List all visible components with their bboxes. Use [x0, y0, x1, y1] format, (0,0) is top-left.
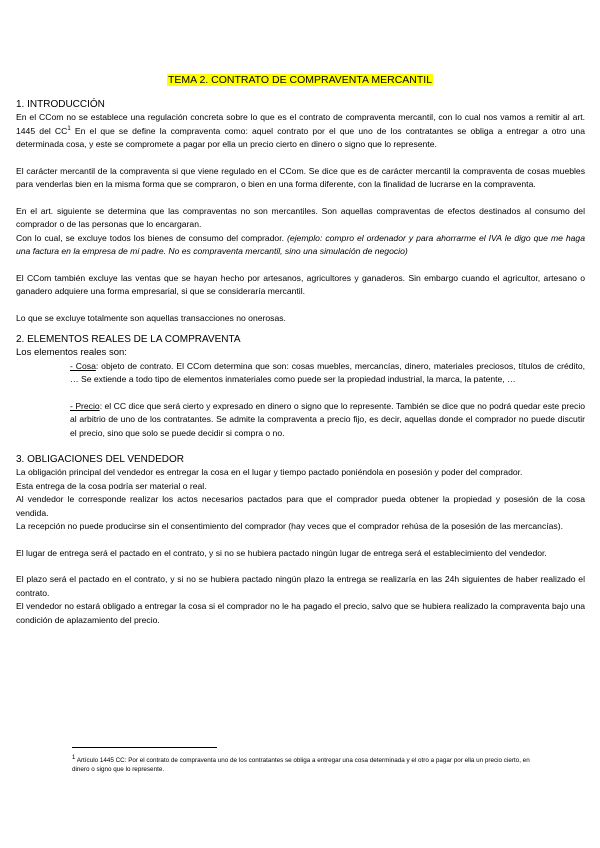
- s3-paragraph-7: El vendedor no estará obligado a entregar la cosa si el comprador no le ha pagado el precio, salvo que se hubiera realizado la compraventa bajo una condición de aplazamiento del precio.: [16, 601, 585, 625]
- s1-paragraph-4: [16, 232, 585, 259]
- s3-paragraph-6: El plazo será el pactado en el contrato, y si no se hubiera pactado ningún plazo la entrega se realizaría en las 24h siguientes de haber realizado el contrato.: [16, 574, 585, 598]
- s2-cosa-text: : objeto de contrato. El CCom determina que son: cosas muebles, mercancías, dinero, materiales preciosos, títulos de crédito, … Se extiende a todo tipo de elementos inmateriales como puede ser la propiedad industrial, la marca, la patente, …: [70, 360, 586, 384]
- footnote: [72, 756, 532, 774]
- s2-intro: Los elementos reales son:: [16, 347, 127, 358]
- s1-p1-text-b: En el que se define la compraventa como: aquel contrato por el que uno de los contratantes se obliga a entregar a otro una determinada cosa, y este se compromete a pagar por ella un precio cierto en dinero o signo que lo represente.: [16, 125, 585, 149]
- s1-paragraph-3: En el art. siguiente se determina que las compraventas no son mercantiles. Son aquellas compraventas de efectos destinados al consumo del comprador o de las personas que lo encargaran.: [16, 205, 585, 229]
- s2-cosa-label: - Cosa: [70, 360, 96, 371]
- s3-paragraph-2: Esta entrega de la cosa podría ser material o real.: [16, 480, 207, 491]
- s1-paragraph-6: Lo que se excluye totalmente son aquellas transacciones no onerosas.: [16, 312, 286, 323]
- title-container: [0, 70, 600, 88]
- document-body: [16, 98, 585, 627]
- s2-item-precio: [70, 400, 585, 441]
- footnote-number: 1: [72, 754, 76, 761]
- footnote-text: Artículo 1445 CC: Por el contrato de compraventa uno de los contratantes se obliga a entregar una cosa determinada y el otro a pagar por ella un precio cierto, en dinero o signo que lo represente.: [72, 757, 530, 773]
- s3-paragraph-4: La recepción no puede producirse sin el consentimiento del comprador (hay veces que el comprador rehúsa de la posesión de las mercancías).: [16, 521, 563, 531]
- footnote-separator: [72, 747, 217, 748]
- s2-precio-text: : el CC dice que será cierto y expresado en dinero o signo que lo represente. También se dice que no podrá quedar este precio al arbitrio de uno de los contratantes. Se admite la compraventa a precio fijo, es decir, aquellas donde el comprador no puede discutir el precio, sino que solo se puede decidir si compra o no.: [70, 400, 586, 438]
- footnote-reference: 1: [67, 125, 71, 132]
- s3-paragraph-5: El lugar de entrega será el pactado en el contrato, y si no se hubiera pactado ningún lugar de entrega será el establecimiento del vendedor.: [16, 547, 547, 558]
- s1-p4-example: (ejemplo: compro el ordenador y para ahorrarme el IVA le digo que me haga una factura en la empresa de mi padre. No es compraventa mercantil, sino una simulación de negocio): [16, 232, 585, 256]
- section-1-heading: 1. INTRODUCCIÓN: [16, 99, 105, 110]
- s1-paragraph-5: El CCom también excluye las ventas que se hayan hecho por artesanos, agricultores y ganaderos. Sin embargo cuando el agricultor, artesano o ganadero adquiere una forma empresarial, si que se consideraría mercantil.: [16, 272, 585, 296]
- s2-precio-label: - Precio: [70, 400, 100, 411]
- s3-paragraph-1: La obligación principal del vendedor es entregar la cosa en el lugar y tiempo pactado poniéndola en posesión y poder del comprador.: [16, 467, 523, 477]
- s1-p1-text-a: En el CCom no se establece una regulación concreta sobre lo que es el contrato de compraventa mercantil, con lo cual nos vamos a remitir al art. 1445 del CC: [16, 112, 585, 136]
- s3-paragraph-3: Al vendedor le corresponde realizar los actos necesarios pactados para que el comprador pueda obtener la propiedad y posesión de la cosa vendida.: [16, 494, 585, 518]
- s1-paragraph-1: [16, 111, 585, 152]
- s1-p4-text: Con lo cual, se excluye todos los bienes de consumo del comprador.: [16, 232, 287, 243]
- s1-paragraph-2: El carácter mercantil de la compraventa si que viene regulado en el CCom. Se dice que es de carácter mercantil la compraventa de cosas muebles para venderlas bien en la misma forma que se compraron, o bien en una forma diferente, con la finalidad de lucrarse en la compraventa.: [16, 165, 585, 189]
- section-3-heading: 3. OBLIGACIONES DEL VENDEDOR: [16, 454, 185, 465]
- section-2-heading: 2. ELEMENTOS REALES DE LA COMPRAVENTA: [16, 334, 241, 345]
- s2-item-cosa: [70, 360, 585, 387]
- document-title: TEMA 2. CONTRATO DE COMPRAVENTA MERCANTIL: [167, 74, 433, 86]
